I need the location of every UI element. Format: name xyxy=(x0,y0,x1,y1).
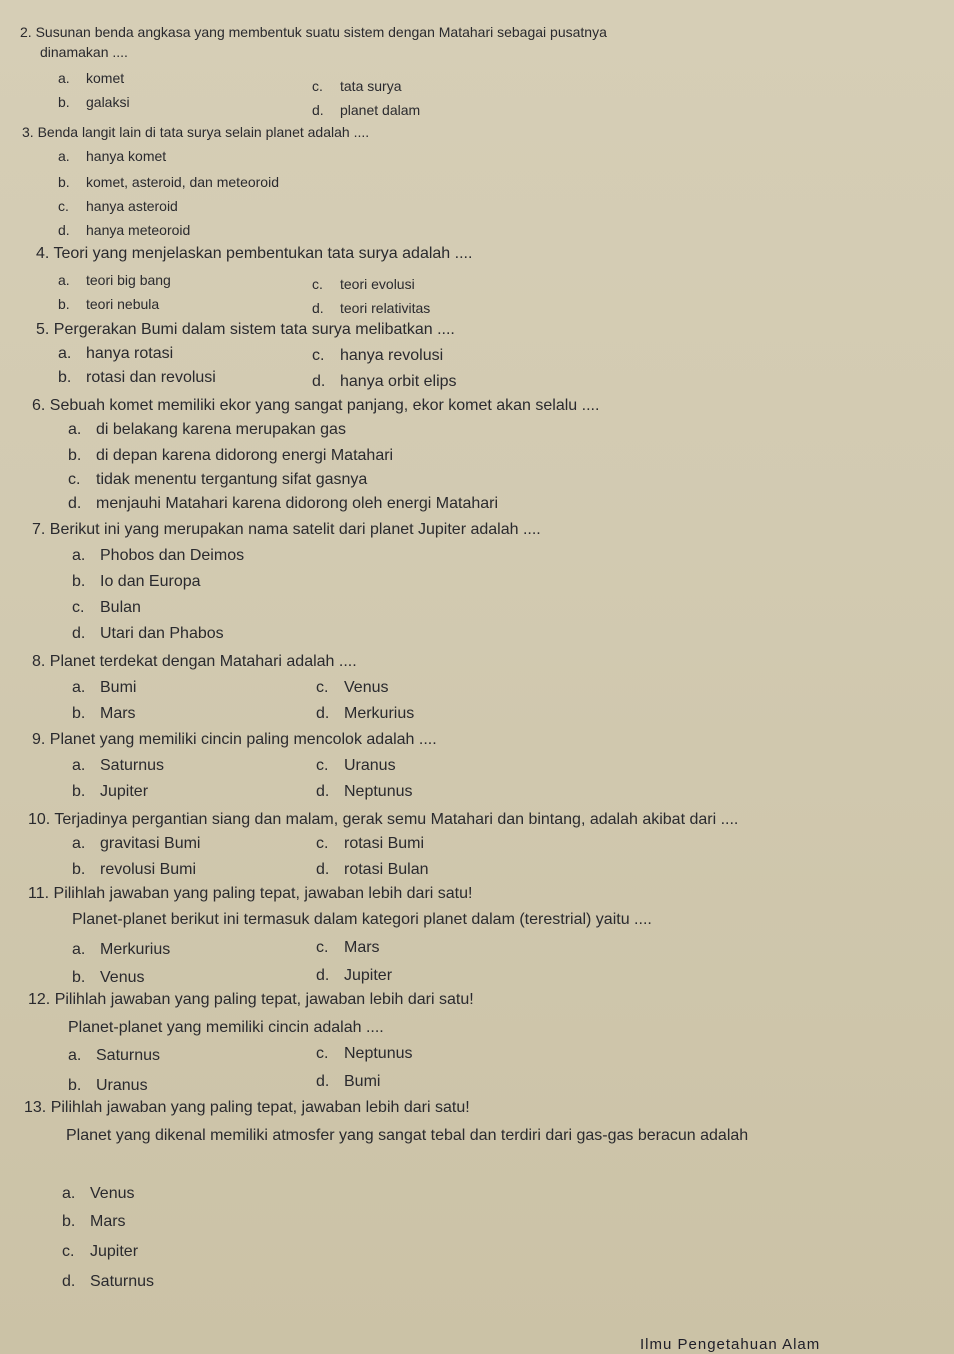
question-10: 10. Terjadinya pergantian siang dan malam, gerak semu Matahari dan bintang, adalah akibat dari .... xyxy=(28,811,739,828)
q10-option-b: b. revolusi Bumi xyxy=(72,861,197,878)
question-12-text: Planet-planet yang memiliki cincin adalah .... xyxy=(68,1019,384,1036)
q5-option-a: a. hanya rotasi xyxy=(58,345,174,362)
q3-option-b: b. komet, asteroid, dan meteoroid xyxy=(58,174,279,190)
q5-option-d: d. hanya orbit elips xyxy=(312,373,457,390)
q11-option-c: c. Mars xyxy=(316,939,380,956)
question-9: 9. Planet yang memiliki cincin paling mencolok adalah .... xyxy=(32,731,437,748)
q12-option-c: c. Neptunus xyxy=(316,1045,413,1062)
q4-option-a: a. teori big bang xyxy=(58,272,171,288)
q11-option-a: a. Merkurius xyxy=(72,941,171,958)
q4-option-c: c. teori evolusi xyxy=(312,276,415,292)
q2-option-a: a. komet xyxy=(58,70,125,86)
q7-option-d: d. Utari dan Phabos xyxy=(72,625,224,642)
q2-option-c: c. tata surya xyxy=(312,78,402,94)
q8-option-c: c. Venus xyxy=(316,679,389,696)
q2-option-d: d. planet dalam xyxy=(312,102,421,118)
question-2: 2. Susunan benda angkasa yang membentuk suatu sistem dengan Matahari sebagai pusatnya xyxy=(20,24,607,40)
question-11-text: Planet-planet berikut ini termasuk dalam kategori planet dalam (terestrial) yaitu .... xyxy=(72,911,652,928)
q9-option-b: b. Jupiter xyxy=(72,783,149,800)
q9-option-d: d. Neptunus xyxy=(316,783,413,800)
q4-option-b: b. teori nebula xyxy=(58,296,160,312)
q12-option-d: d. Bumi xyxy=(316,1073,381,1090)
q6-option-d: d. menjauhi Matahari karena didorong oleh energi Matahari xyxy=(68,495,499,512)
q6-option-c: c. tidak menentu tergantung sifat gasnya xyxy=(68,471,368,488)
q3-option-d: d. hanya meteoroid xyxy=(58,222,191,238)
q9-option-c: c. Uranus xyxy=(316,757,396,774)
q10-option-d: d. rotasi Bulan xyxy=(316,861,429,878)
q5-option-b: b. rotasi dan revolusi xyxy=(58,369,216,386)
q8-option-d: d. Merkurius xyxy=(316,705,415,722)
q6-option-b: b. di depan karena didorong energi Matahari xyxy=(68,447,394,464)
q9-option-a: a. Saturnus xyxy=(72,757,165,774)
question-8: 8. Planet terdekat dengan Matahari adalah .... xyxy=(32,653,357,670)
q13-option-a: a. Venus xyxy=(62,1185,135,1202)
q10-option-a: a. gravitasi Bumi xyxy=(72,835,201,852)
question-12: 12. Pilihlah jawaban yang paling tepat, jawaban lebih dari satu! xyxy=(28,991,474,1008)
q4-option-d: d. teori relativitas xyxy=(312,300,431,316)
q3-option-a: a. hanya komet xyxy=(58,148,167,164)
q7-option-c: c. Bulan xyxy=(72,599,141,616)
q2-option-b: b. galaksi xyxy=(58,94,130,110)
page-footer-text: Ilmu Pengetahuan Alam xyxy=(640,1336,821,1353)
question-5: 5. Pergerakan Bumi dalam sistem tata surya melibatkan .... xyxy=(36,321,455,338)
q10-option-c: c. rotasi Bumi xyxy=(316,835,425,852)
question-2-cont: dinamakan .... xyxy=(40,44,128,60)
q6-option-a: a. di belakang karena merupakan gas xyxy=(68,421,346,438)
question-3: 3. Benda langit lain di tata surya selain planet adalah .... xyxy=(22,124,370,140)
q8-option-b: b. Mars xyxy=(72,705,136,722)
question-13-text: Planet yang dikenal memiliki atmosfer yang sangat tebal dan terdiri dari gas-gas beracun adalah xyxy=(66,1127,749,1144)
question-6: 6. Sebuah komet memiliki ekor yang sangat panjang, ekor komet akan selalu .... xyxy=(32,397,600,414)
q13-option-b: b. Mars xyxy=(62,1213,126,1230)
q12-option-b: b. Uranus xyxy=(68,1077,148,1094)
q5-option-c: c. hanya revolusi xyxy=(312,347,444,364)
question-13: 13. Pilihlah jawaban yang paling tepat, jawaban lebih dari satu! xyxy=(24,1099,470,1116)
q12-option-a: a. Saturnus xyxy=(68,1047,161,1064)
q7-option-a: a. Phobos dan Deimos xyxy=(72,547,245,564)
question-4: 4. Teori yang menjelaskan pembentukan tata surya adalah .... xyxy=(36,245,473,262)
q11-option-b: b. Venus xyxy=(72,969,145,986)
q13-option-c: c. Jupiter xyxy=(62,1243,139,1260)
q3-option-c: c. hanya asteroid xyxy=(58,198,178,214)
q13-option-d: d. Saturnus xyxy=(62,1273,155,1290)
question-7: 7. Berikut ini yang merupakan nama satelit dari planet Jupiter adalah .... xyxy=(32,521,541,538)
q11-option-d: d. Jupiter xyxy=(316,967,393,984)
q7-option-b: b. Io dan Europa xyxy=(72,573,201,590)
q8-option-a: a. Bumi xyxy=(72,679,137,696)
question-11: 11. Pilihlah jawaban yang paling tepat, jawaban lebih dari satu! xyxy=(28,885,473,902)
